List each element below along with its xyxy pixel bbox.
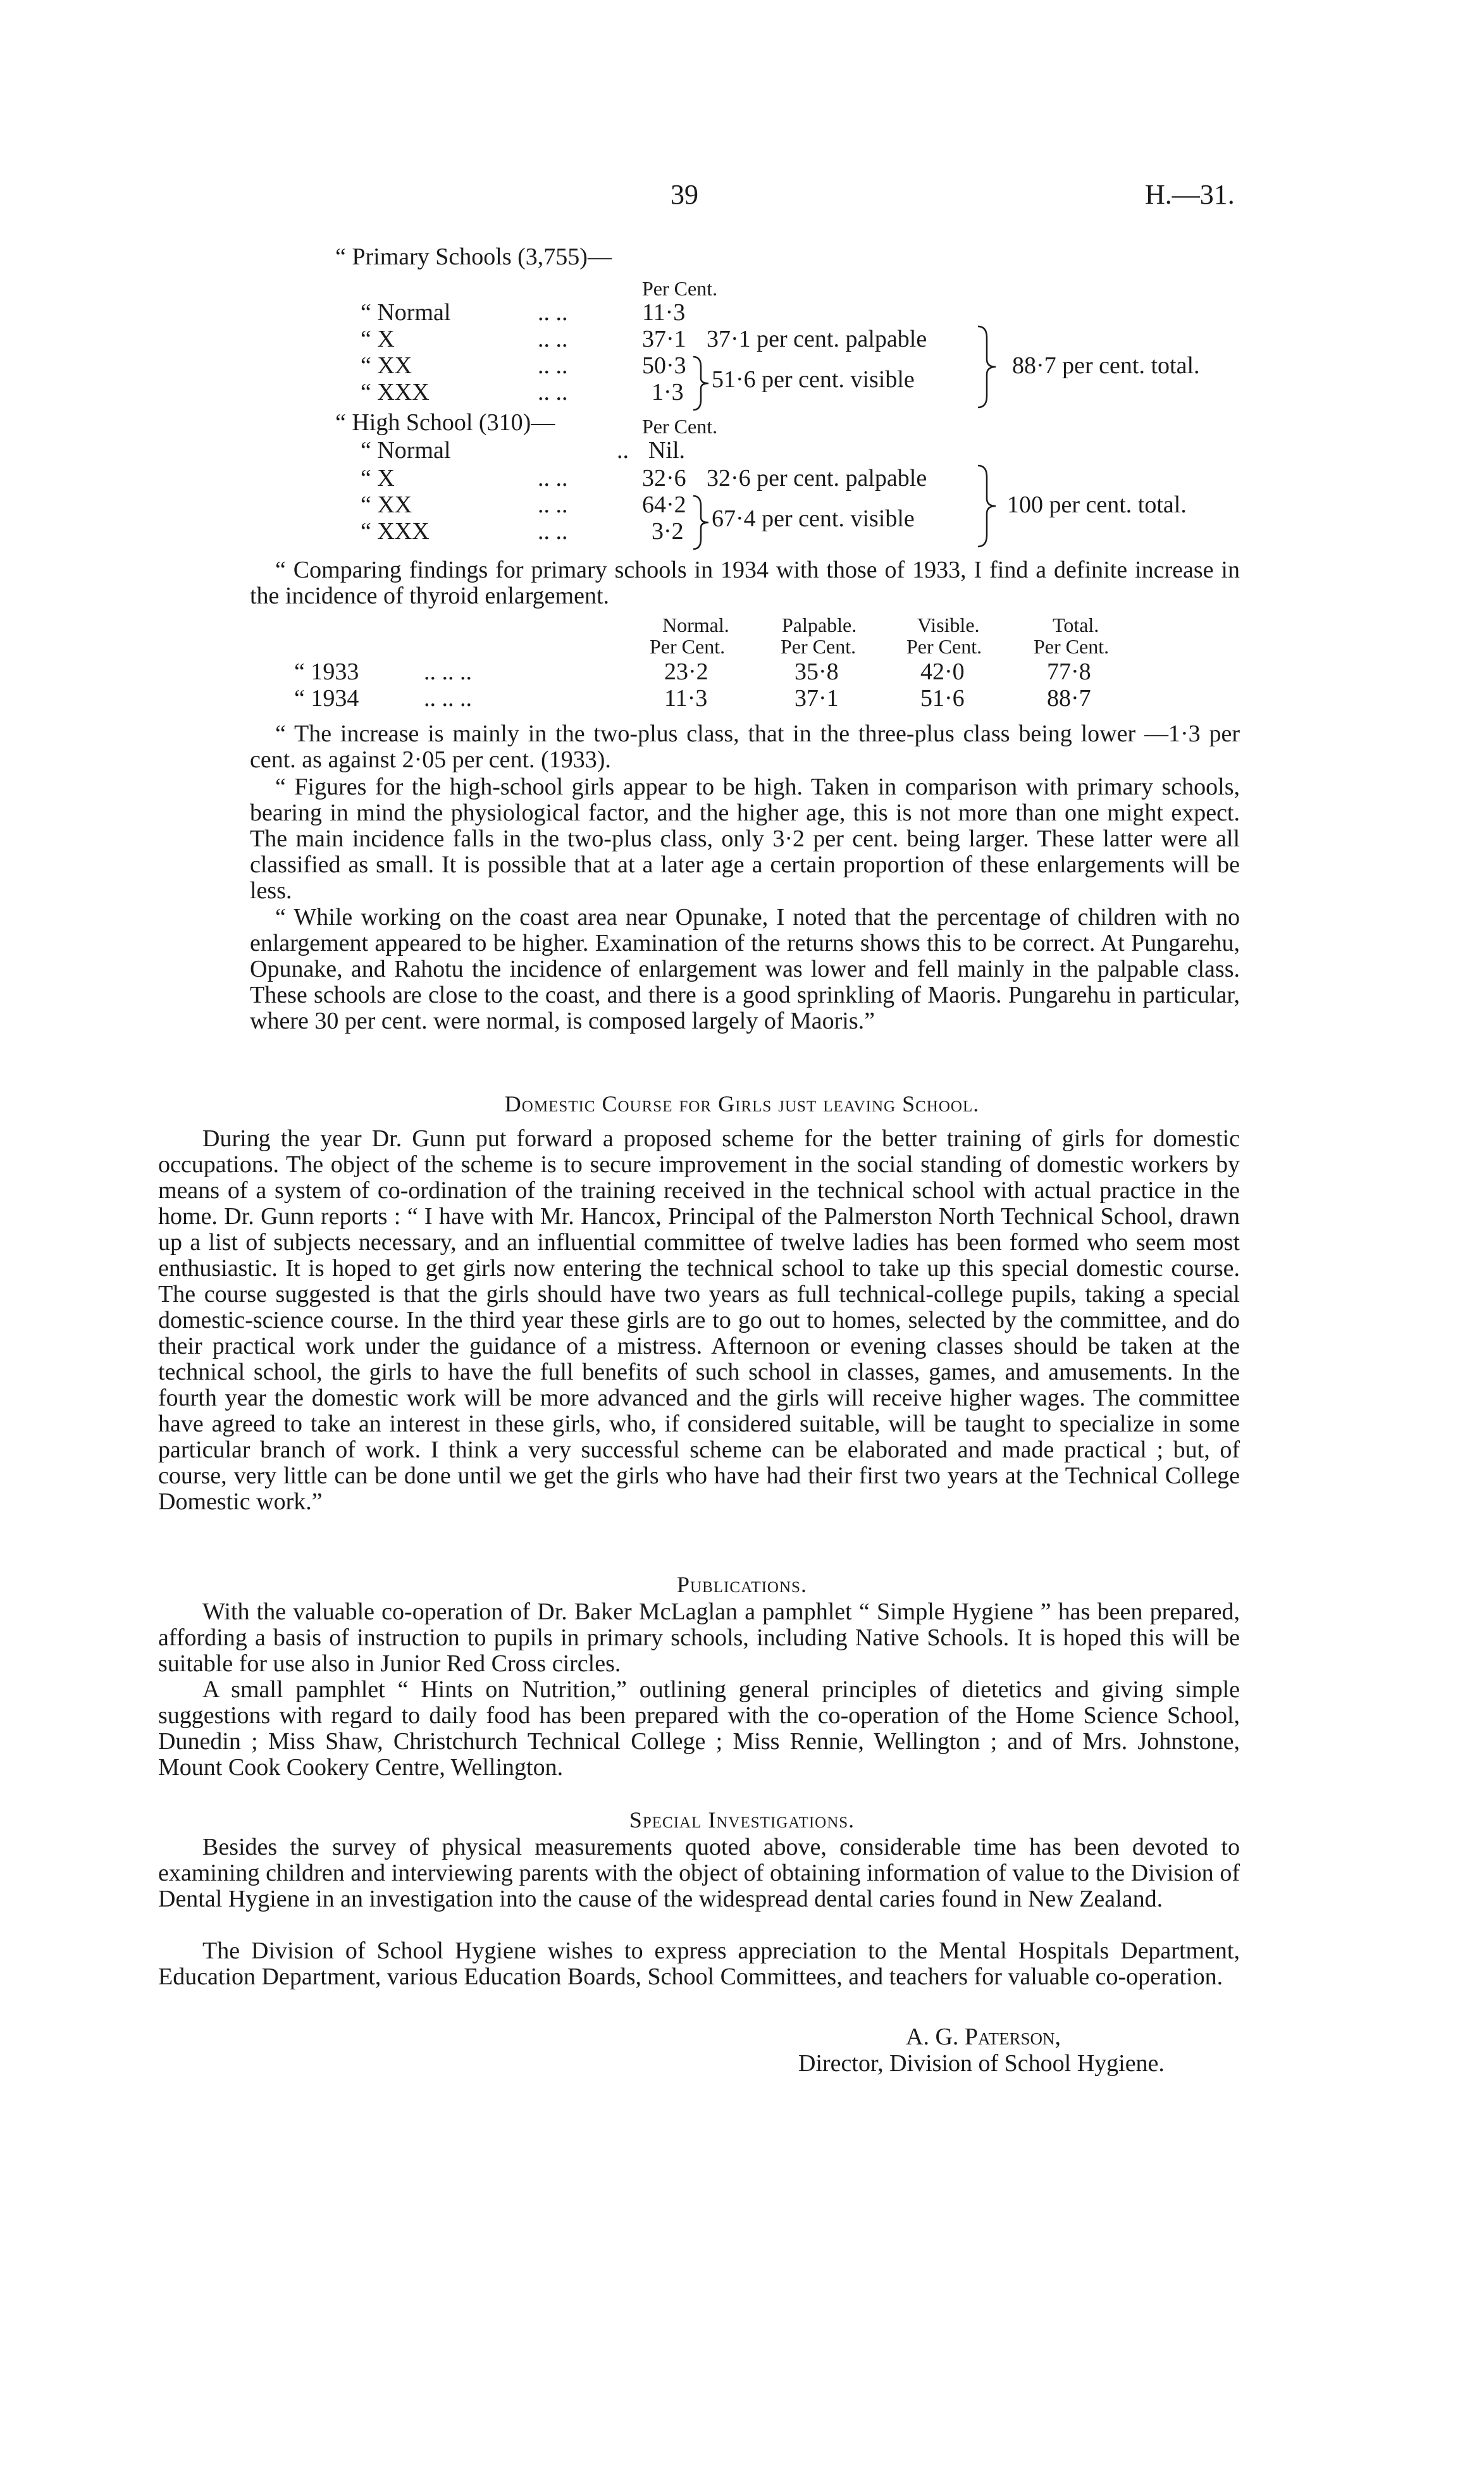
primary-row-value: 37·1 bbox=[642, 326, 686, 352]
table-row-year: “ 1933 bbox=[294, 658, 359, 685]
high-total: 100 per cent. total. bbox=[1007, 491, 1187, 518]
comparing-paragraph: “ Comparing findings for primary schools in 1934 with those of 1933, I find a definite increase in the incidence of thyroid enlargement. bbox=[250, 557, 1240, 609]
primary-row-value: 11·3 bbox=[642, 299, 686, 326]
primary-title: “ Primary Schools (3,755)— bbox=[335, 244, 612, 270]
col-header-normal: Normal. bbox=[662, 614, 729, 636]
high-visible: 67·4 per cent. visible bbox=[712, 505, 915, 532]
col-header-palpable: Palpable. bbox=[782, 614, 857, 636]
primary-row-dots: .. .. bbox=[538, 352, 568, 379]
table-cell: 11·3 bbox=[664, 685, 708, 712]
signature-title: Director, Division of School Hygiene. bbox=[798, 2050, 1165, 2077]
primary-row-dots: .. .. bbox=[538, 299, 568, 326]
increase-paragraph: “ The increase is mainly in the two-plus class, that in the three-plus class being lower —1·3 per cent. as against 2·05 per cent. (1933). bbox=[250, 720, 1240, 773]
special-investigations-paragraph: Besides the survey of physical measurements quoted above, considerable time has been devoted to examining children and interviewing parents with the object of obtaining information of value to the Division of Dental Hygiene in an investigation into the cause of the widespread dental caries found in New Zealand. bbox=[158, 1834, 1240, 1912]
appreciation-paragraph: The Division of School Hygiene wishes to express appreciation to the Mental Hospitals Department, Education Department, various Education Boards, School Committees, and teachers for valuable co-operation. bbox=[158, 1938, 1240, 1990]
high-large-brace bbox=[974, 462, 1006, 550]
high-row-label: “ Normal bbox=[361, 437, 451, 464]
high-row-dots: .. bbox=[617, 437, 629, 464]
table-cell: 35·8 bbox=[795, 658, 839, 685]
high-title: “ High School (310)— bbox=[335, 409, 555, 436]
table-row-year: “ 1934 bbox=[294, 685, 359, 712]
primary-total: 88·7 per cent. total. bbox=[1012, 352, 1200, 379]
col-unit: Per Cent. bbox=[650, 635, 726, 658]
signature-name: A. G. Paterson, bbox=[906, 2024, 1061, 2050]
publications-paragraph: A small pamphlet “ Hints on Nutrition,” outlining general principles of dietetics and giving simple suggestions with regard to daily food has been prepared with the co-operation of the Home Science School, Dunedin ; Miss Shaw, Christchurch Technical College ; Miss Rennie, Wellington ; and of Mrs. Johnstone, Mount Cook Cookery Centre, Wellington. bbox=[158, 1676, 1240, 1781]
col-header-visible: Visible. bbox=[917, 614, 980, 636]
table-row-dots: .. .. .. bbox=[424, 685, 472, 712]
table-cell: 77·8 bbox=[1047, 658, 1091, 685]
primary-row-dots: .. .. bbox=[538, 326, 568, 352]
primary-visible: 51·6 per cent. visible bbox=[712, 366, 915, 393]
high-row-value: Nil. bbox=[648, 437, 686, 464]
high-row-value: 32·6 bbox=[642, 465, 686, 491]
primary-row-value: 50·3 bbox=[642, 352, 686, 379]
primary-row-label: “ X bbox=[361, 326, 395, 352]
primary-row-label: “ XXX bbox=[361, 379, 430, 405]
high-row-dots: .. .. bbox=[538, 491, 568, 518]
table-row-dots: .. .. .. bbox=[424, 658, 472, 685]
domestic-course-heading: Domestic Course for Girls just leaving School. bbox=[504, 1091, 980, 1116]
primary-unit: Per Cent. bbox=[642, 277, 718, 300]
col-unit: Per Cent. bbox=[1034, 635, 1110, 658]
table-cell: 51·6 bbox=[920, 685, 965, 712]
domestic-course-paragraph: During the year Dr. Gunn put forward a proposed scheme for the better training of girls for domestic occupations. The object of the scheme is to secure improvement in the social standing of domestic workers by means of a system of co-ordination of the training received in the technical school with actual practice in the home. Dr. Gunn reports : “ I have with Mr. Hancox, Principal of the Palmerston North Technical School, drawn up a list of subjects necessary, and an influential committee of twelve ladies has been formed who seem most enthusiastic. It is hoped to get girls now entering the technical school to take up this special domestic course. The course suggested is that the girls should have two years as full technical-college pupils, taking a special domestic-science course. In the third year these girls are to go out to homes, selected by the committee, and do their practical work under the guidance of a mistress. Afternoon or evening classes should be taken at the technical school, the girls to have the full benefits of such school in classes, games, and amusements. In the fourth year the domestic work will be more advanced and the girls will receive higher wages. The committee have agreed to take an interest in these girls, who, if considered suitable, will be taught to specialize in some particular branch of work. I think a very successful scheme can be elaborated and made practical ; but, of course, very little can be done until we get the girls who have had their first two years at the Technical College Domestic work.” bbox=[158, 1125, 1240, 1515]
primary-large-brace bbox=[974, 323, 1006, 411]
high-row-value: 3·2 bbox=[652, 518, 684, 545]
high-row-label: “ XXX bbox=[361, 518, 430, 545]
col-unit: Per Cent. bbox=[906, 635, 982, 658]
high-row-dots: .. .. bbox=[538, 465, 568, 491]
primary-row-dots: .. .. bbox=[538, 379, 568, 405]
high-row-value: 64·2 bbox=[642, 491, 686, 518]
col-unit: Per Cent. bbox=[781, 635, 856, 658]
opunake-paragraph: “ While working on the coast area near Opunake, I noted that the percentage of children with no enlargement appeared to be higher. Examination of the returns shows this to be correct. At Pungarehu, Opunake, and Rahotu the incidence of enlargement was lower and fell mainly in the palpable class. These schools are close to the coast, and there is a good sprinkling of Maoris. Pungarehu in particular, where 30 per cent. were normal, is composed largely of Maoris.” bbox=[250, 904, 1240, 1034]
high-row-dots: .. .. bbox=[538, 518, 568, 545]
primary-row-value: 1·3 bbox=[652, 379, 684, 405]
primary-palpable: 37·1 per cent. palpable bbox=[707, 326, 927, 352]
col-header-total: Total. bbox=[1053, 614, 1099, 636]
primary-row-label: “ XX bbox=[361, 352, 412, 379]
table-cell: 23·2 bbox=[664, 658, 708, 685]
table-cell: 37·1 bbox=[795, 685, 839, 712]
high-row-label: “ XX bbox=[361, 491, 412, 518]
high-row-label: “ X bbox=[361, 465, 395, 491]
table-cell: 88·7 bbox=[1047, 685, 1091, 712]
high-palpable: 32·6 per cent. palpable bbox=[707, 465, 927, 491]
high-unit: Per Cent. bbox=[642, 415, 718, 438]
primary-row-label: “ Normal bbox=[361, 299, 451, 326]
high-school-figures-paragraph: “ Figures for the high-school girls appear to be high. Taken in comparison with primary schools, bearing in mind the physiological factor, and the higher age, this is not more than one might expect. The main incidence falls in the two-plus class, only 3·2 per cent. being larger. These latter were all classified as small. It is possible that at a later age a certain proportion of these enlargements will be less. bbox=[250, 774, 1240, 904]
page-number: 39 bbox=[671, 179, 698, 210]
document-reference: H.—31. bbox=[1145, 179, 1235, 210]
publications-paragraph: With the valuable co-operation of Dr. Baker McLaglan a pamphlet “ Simple Hygiene ” has been prepared, affording a basis of instruction to pupils in primary schools, including Native Schools. It is hoped this will be suitable for use also in Junior Red Cross circles. bbox=[158, 1598, 1240, 1677]
publications-heading: Publications. bbox=[677, 1572, 807, 1597]
special-investigations-heading: Special Investigations. bbox=[629, 1807, 855, 1833]
table-cell: 42·0 bbox=[920, 658, 965, 685]
